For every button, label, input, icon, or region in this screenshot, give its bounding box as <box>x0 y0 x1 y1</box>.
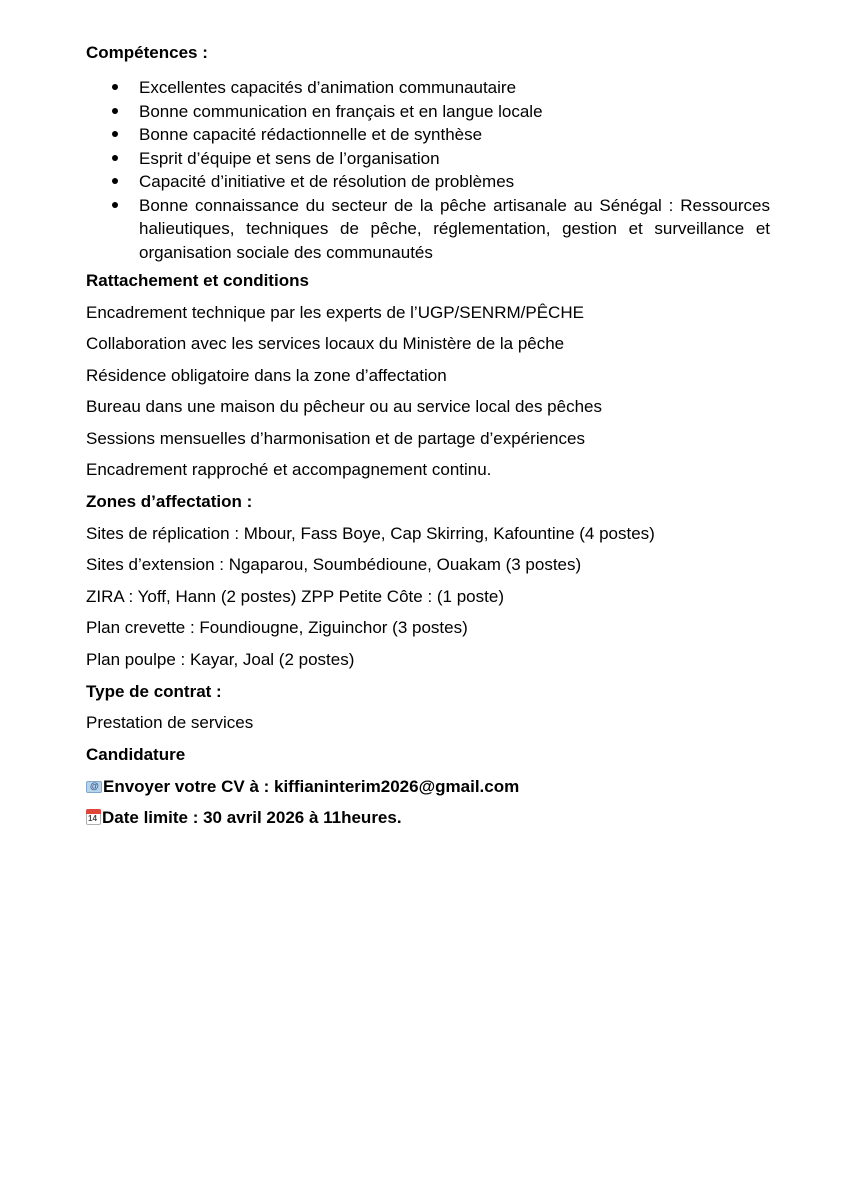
list-item-text: Bonne capacité rédactionnelle et de synthèse <box>139 125 483 144</box>
competences-heading: Compétences : <box>86 43 208 62</box>
list-item <box>0 100 858 124</box>
candidature-heading: Candidature <box>86 745 186 764</box>
bullet-icon <box>112 178 118 184</box>
zone-line: Sites de réplication : Mbour, Fass Boye, Cap Skirring, Kafountine (4 postes) <box>86 524 655 543</box>
list-item <box>0 147 858 171</box>
list-item <box>0 123 858 147</box>
rattachement-line: Sessions mensuelles d’harmonisation et de partage d’expériences <box>86 429 585 448</box>
list-item-text: Excellentes capacités d’animation communautaire <box>139 78 517 97</box>
rattachement-line: Collaboration avec les services locaux du Ministère de la pêche <box>86 334 565 353</box>
zone-line: ZIRA : Yoff, Hann (2 postes) ZPP Petite Côte : (1 poste) <box>86 587 504 606</box>
list-item <box>0 170 858 194</box>
send-cv-line <box>86 777 519 797</box>
send-cv-text: Envoyer votre CV à : kiffianinterim2026@gmail.com <box>103 777 520 796</box>
rattachement-line: Bureau dans une maison du pêcheur ou au service local des pêches <box>86 397 603 416</box>
rattachement-heading: Rattachement et conditions <box>86 271 309 290</box>
contrat-value: Prestation de services <box>86 713 254 732</box>
zone-line: Plan poulpe : Kayar, Joal (2 postes) <box>86 650 355 669</box>
contrat-heading: Type de contrat : <box>86 682 222 701</box>
list-item-text: Esprit d’équipe et sens de l’organisation <box>139 148 440 168</box>
list-item <box>0 76 858 100</box>
bullet-icon <box>112 131 118 137</box>
deadline-line <box>86 808 402 828</box>
zone-line: Plan crevette : Foundiougne, Ziguinchor (3 postes) <box>86 618 468 637</box>
bullet-icon <box>112 155 118 161</box>
competences-list <box>0 76 858 264</box>
bullet-icon <box>112 108 118 114</box>
list-item-text: Bonne communication en français et en langue locale <box>139 101 543 121</box>
list-item-text: Capacité d’initiative et de résolution de problèmes <box>139 172 515 191</box>
bullet-icon <box>112 202 118 208</box>
deadline-text: Date limite : 30 avril 2026 à 11heures. <box>102 808 402 827</box>
rattachement-line: Encadrement technique par les experts de l’UGP/SENRM/PÊCHE <box>86 303 584 322</box>
email-icon: @ <box>86 781 102 793</box>
list-item <box>0 194 858 265</box>
list-item-text: Bonne connaissance du secteur de la pêche artisanale au Sénégal : Ressources halieutiques, techniques de pêche, réglementation, gestion et surveillance et organisation sociale des communautés <box>139 195 770 262</box>
rattachement-line: Encadrement rapproché et accompagnement continu. <box>86 460 492 479</box>
zones-heading: Zones d’affectation : <box>86 492 253 511</box>
calendar-icon: 14 <box>86 809 101 825</box>
zone-line: Sites d’extension : Ngaparou, Soumbédioune, Ouakam (3 postes) <box>86 555 582 574</box>
bullet-icon <box>112 84 118 90</box>
rattachement-line: Résidence obligatoire dans la zone d’affectation <box>86 366 447 385</box>
